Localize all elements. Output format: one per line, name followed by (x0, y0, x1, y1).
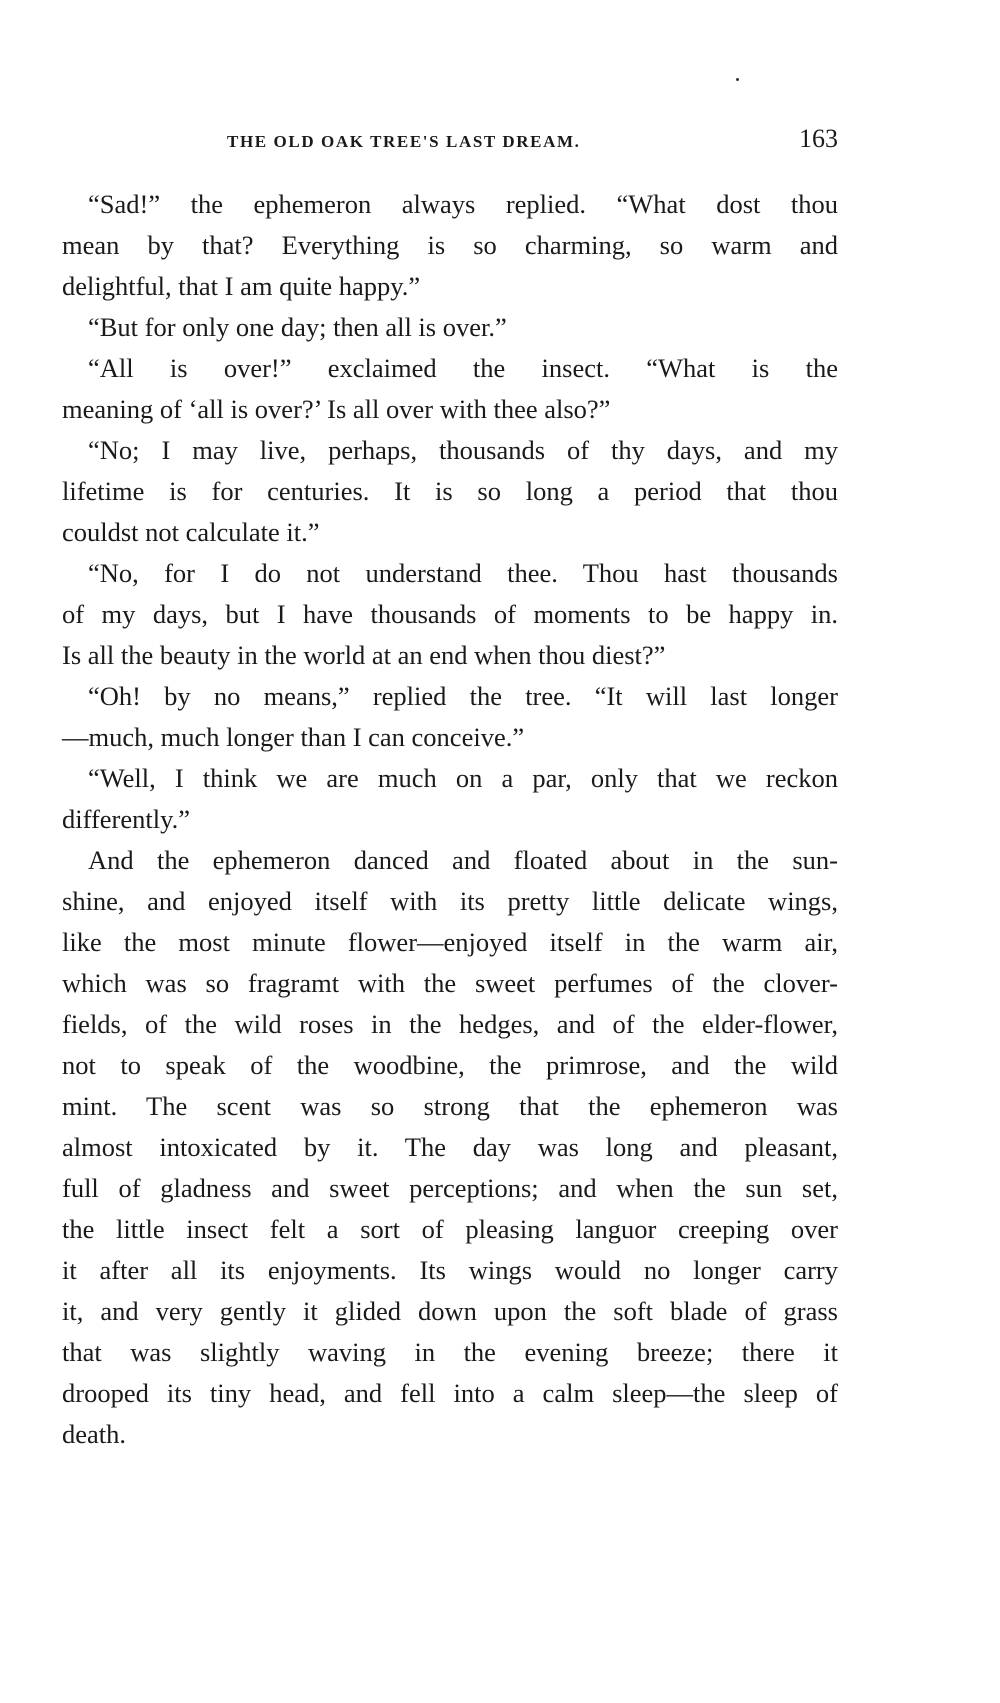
paragraph (62, 184, 838, 307)
text-line: which was so fragramt with the sweet perfumes of the clover- (62, 968, 838, 998)
text-line: “Sad!” the ephemeron always replied. “What dost thou (88, 189, 838, 219)
page-body (62, 184, 838, 1455)
text-line: meaning of ‘all is over?’ Is all over with thee also?” (62, 394, 611, 424)
paragraph (62, 430, 838, 553)
text-line: “Well, I think we are much on a par, only that we reckon (88, 763, 838, 793)
text-line: differently.” (62, 804, 191, 834)
text-line: of my days, but I have thousands of moments to be happy in. (62, 599, 838, 629)
paragraph (62, 758, 838, 840)
text-line: shine, and enjoyed itself with its pretty little delicate wings, (62, 886, 838, 916)
text-line: “No, for I do not understand thee. Thou hast thousands (88, 558, 838, 588)
text-line: the little insect felt a sort of pleasing languor creeping over (62, 1214, 838, 1244)
text-line: not to speak of the woodbine, the primrose, and the wild (62, 1050, 838, 1080)
paragraph (62, 840, 838, 1455)
text-line: —much, much longer than I can conceive.” (62, 722, 525, 752)
text-line: lifetime is for centuries. It is so long a period that thou (62, 476, 838, 506)
text-line: delightful, that I am quite happy.” (62, 271, 421, 301)
paragraph (62, 553, 838, 676)
text-line: And the ephemeron danced and floated about in the sun- (88, 845, 838, 875)
text-line: drooped its tiny head, and fell into a calm sleep—the sleep of (62, 1378, 838, 1408)
text-line: it after all its enjoyments. Its wings would no longer carry (62, 1255, 838, 1285)
text-line: death. (62, 1419, 127, 1449)
paragraph (62, 348, 838, 430)
text-line: that was slightly waving in the evening breeze; there it (62, 1337, 838, 1367)
text-line: mean by that? Everything is so charming, so warm and (62, 230, 838, 260)
text-line: “But for only one day; then all is over.” (88, 312, 507, 342)
text-line: it, and very gently it glided down upon the soft blade of grass (62, 1296, 838, 1326)
paragraph (62, 307, 838, 348)
text-line: like the most minute flower—enjoyed itself in the warm air, (62, 927, 838, 957)
paragraph (62, 676, 838, 758)
page-header (62, 124, 838, 164)
text-line: “All is over!” exclaimed the insect. “What is the (88, 353, 838, 383)
text-line: “Oh! by no means,” replied the tree. “It will last longer (88, 681, 838, 711)
text-line: fields, of the wild roses in the hedges, and of the elder-flower, (62, 1009, 838, 1039)
print-speck (736, 78, 739, 81)
running-title: THE OLD OAK TREE'S LAST DREAM. (227, 132, 581, 151)
text-line: couldst not calculate it.” (62, 517, 320, 547)
text-line: almost intoxicated by it. The day was long and pleasant, (62, 1132, 838, 1162)
text-line: “No; I may live, perhaps, thousands of thy days, and my (88, 435, 838, 465)
text-line: mint. The scent was so strong that the ephemeron was (62, 1091, 838, 1121)
text-line: Is all the beauty in the world at an end when thou diest?” (62, 640, 666, 670)
page-number: 163 (799, 124, 838, 153)
text-line: full of gladness and sweet perceptions; and when the sun set, (62, 1173, 838, 1203)
